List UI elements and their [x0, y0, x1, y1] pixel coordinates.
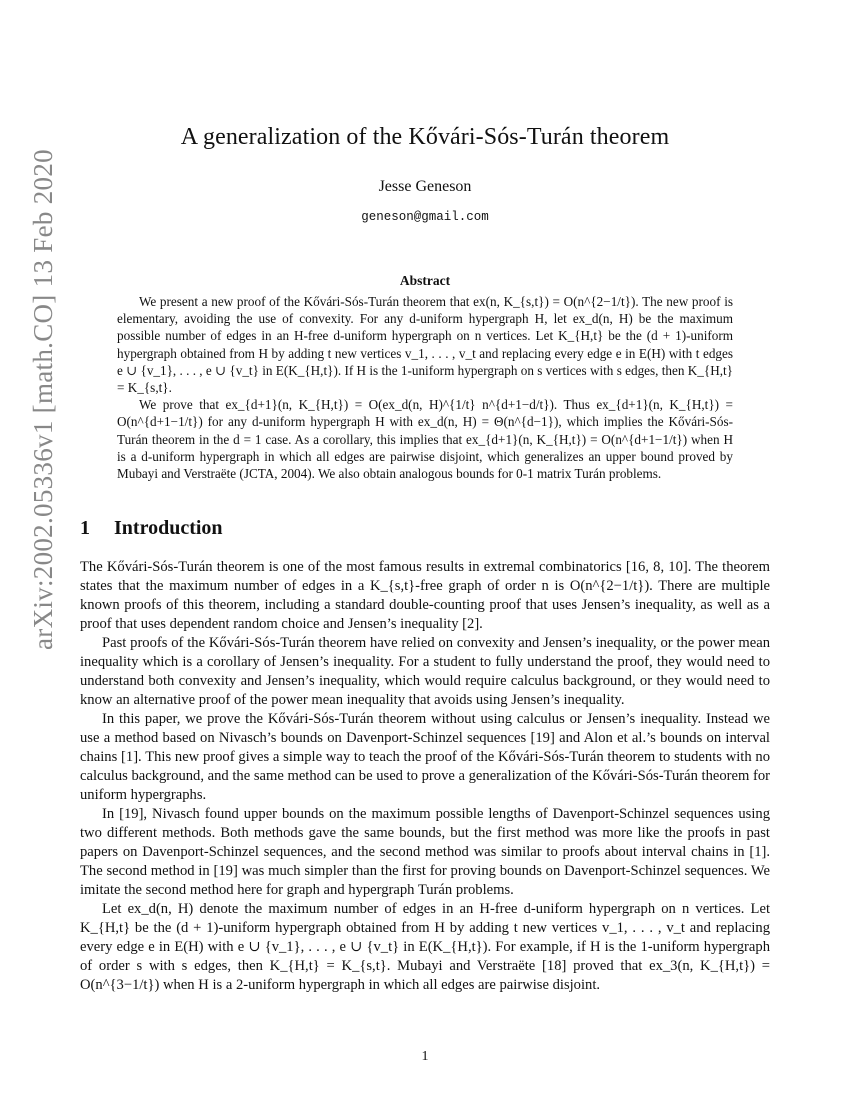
body-paragraph: In [19], Nivasch found upper bounds on the maximum possible lengths of Davenport-Schinzel sequences using two different methods. Both methods gave the same bounds, but the first method was more like the proofs in past papers on Davenport-Schinzel sequences, and the second method was similar to proofs about interval chains in [1]. The second method in [19] was much simpler than the first for proving bounds on Davenport-Schinzel sequences. We imitate the second method here for graph and hypergraph Turán problems.: [80, 806, 770, 898]
abstract-heading: Abstract: [399, 273, 451, 288]
body-paragraph: Let ex_d(n, H) denote the maximum number of edges in an H-free d-uniform hypergraph on n vertices. Let K_{H,t} be the (d + 1)-uniform hypergraph obtained from H by adding t new vertices v_1, . . . , v_t and replacing every edge e in E(H) with e ∪ {v_1}, . . . , e ∪ {v_t} in E(K_{H,t}). For example, if H is the 1-uniform hypergraph of order s with s edges, then K_{H,t} = K_{s,t}. Mubayi and Verstraëte [18] proved that ex_3(n, K_{H,t}) = O(n^{3−1/t}) when H is a 2-uniform hypergraph in which all edges are pairwise disjoint.: [80, 901, 770, 993]
abstract-paragraph: We prove that ex_{d+1}(n, K_{H,t}) = O(ex_d(n, H)^{1/t} n^{d+1−d/t}). Thus ex_{d+1}(n, K_{H,t}) = O(n^{d+1−1/t}) for any d-uniform hypergraph H with ex_d(n, H) = Θ(n^{d−1}), which implies the Kővári-Sós-Turán theorem in the d = 1 case. As a corollary, this implies that ex_{d+1}(n, K_{H,t}) = O(n^{d+1−1/t}) when H is a d-uniform hypergraph in which all edges are pairwise disjoint, which generalizes an upper bound proved by Mubayi and Verstraëte (JCTA, 2004). We also obtain analogous bounds for 0-1 matrix Turán problems.: [117, 397, 733, 482]
paper-title: A generalization of the Kővári-Sós-Turán theorem: [180, 124, 670, 150]
arxiv-margin-stamp: arXiv:2002.05336v1 [math.CO] 13 Feb 2020: [28, 149, 58, 650]
body-text: [80, 558, 770, 995]
abstract-paragraph: We present a new proof of the Kővári-Sós-Turán theorem that ex(n, K_{s,t}) = O(n^{2−1/t}). The new proof is elementary, avoiding the use of convexity. For any d-uniform hypergraph H, let ex_d(n, H) be the maximum possible number of edges in an H-free d-uniform hypergraph on n vertices. Let K_{H,t} be the (d + 1)-uniform hypergraph obtained from H by adding t new vertices v_1, . . . , v_t and replacing every edge e in E(H) with t edges e ∪ {v_1}, . . . , e ∪ {v_t} in E(K_{H,t}). If H is the 1-uniform hypergraph on s vertices with s edges, then K_{H,t} = K_{s,t}.: [117, 294, 734, 396]
body-paragraph: Past proofs of the Kővári-Sós-Turán theorem have relied on convexity and Jensen’s inequality, or the power mean inequality which is a corollary of Jensen’s inequality. For a student to fully understand the proof, they would need to understand both convexity and Jensen’s inequality, which would require calculus background, or they would need to know an alternative proof of the power mean inequality that avoids using Jensen’s inequality.: [80, 635, 770, 708]
abstract: [117, 293, 733, 482]
author-name: Jesse Geneson: [378, 178, 472, 195]
section-title: Introduction: [114, 517, 223, 539]
body-paragraph: The Kővári-Sós-Turán theorem is one of the most famous results in extremal combinatorics [16, 8, 10]. The theorem states that the maximum number of edges in a K_{s,t}-free graph of order n is O(n^{2−1/t}). There are multiple known proofs of this theorem, including a standard double-counting proof that uses Jensen’s inequality, as well as a proof that uses dependent random choice and Jensen’s inequality [2].: [80, 559, 770, 632]
author-email: geneson@gmail.com: [361, 210, 489, 224]
section-heading: [80, 517, 223, 540]
page-number: 1: [421, 1049, 429, 1064]
section-number: 1: [80, 517, 90, 539]
body-paragraph: In this paper, we prove the Kővári-Sós-Turán theorem without using calculus or Jensen’s inequality. Instead we use a method based on Nivasch’s bounds on Davenport-Schinzel sequences [19] and Alon et al.’s bounds on interval chains [1]. This new proof gives a simple way to teach the proof of the Kővári-Sós-Turán theorem to students with no calculus background, and the same method can be used to prove a generalization of the Kővári-Sós-Turán theorem for uniform hypergraphs.: [80, 711, 771, 803]
